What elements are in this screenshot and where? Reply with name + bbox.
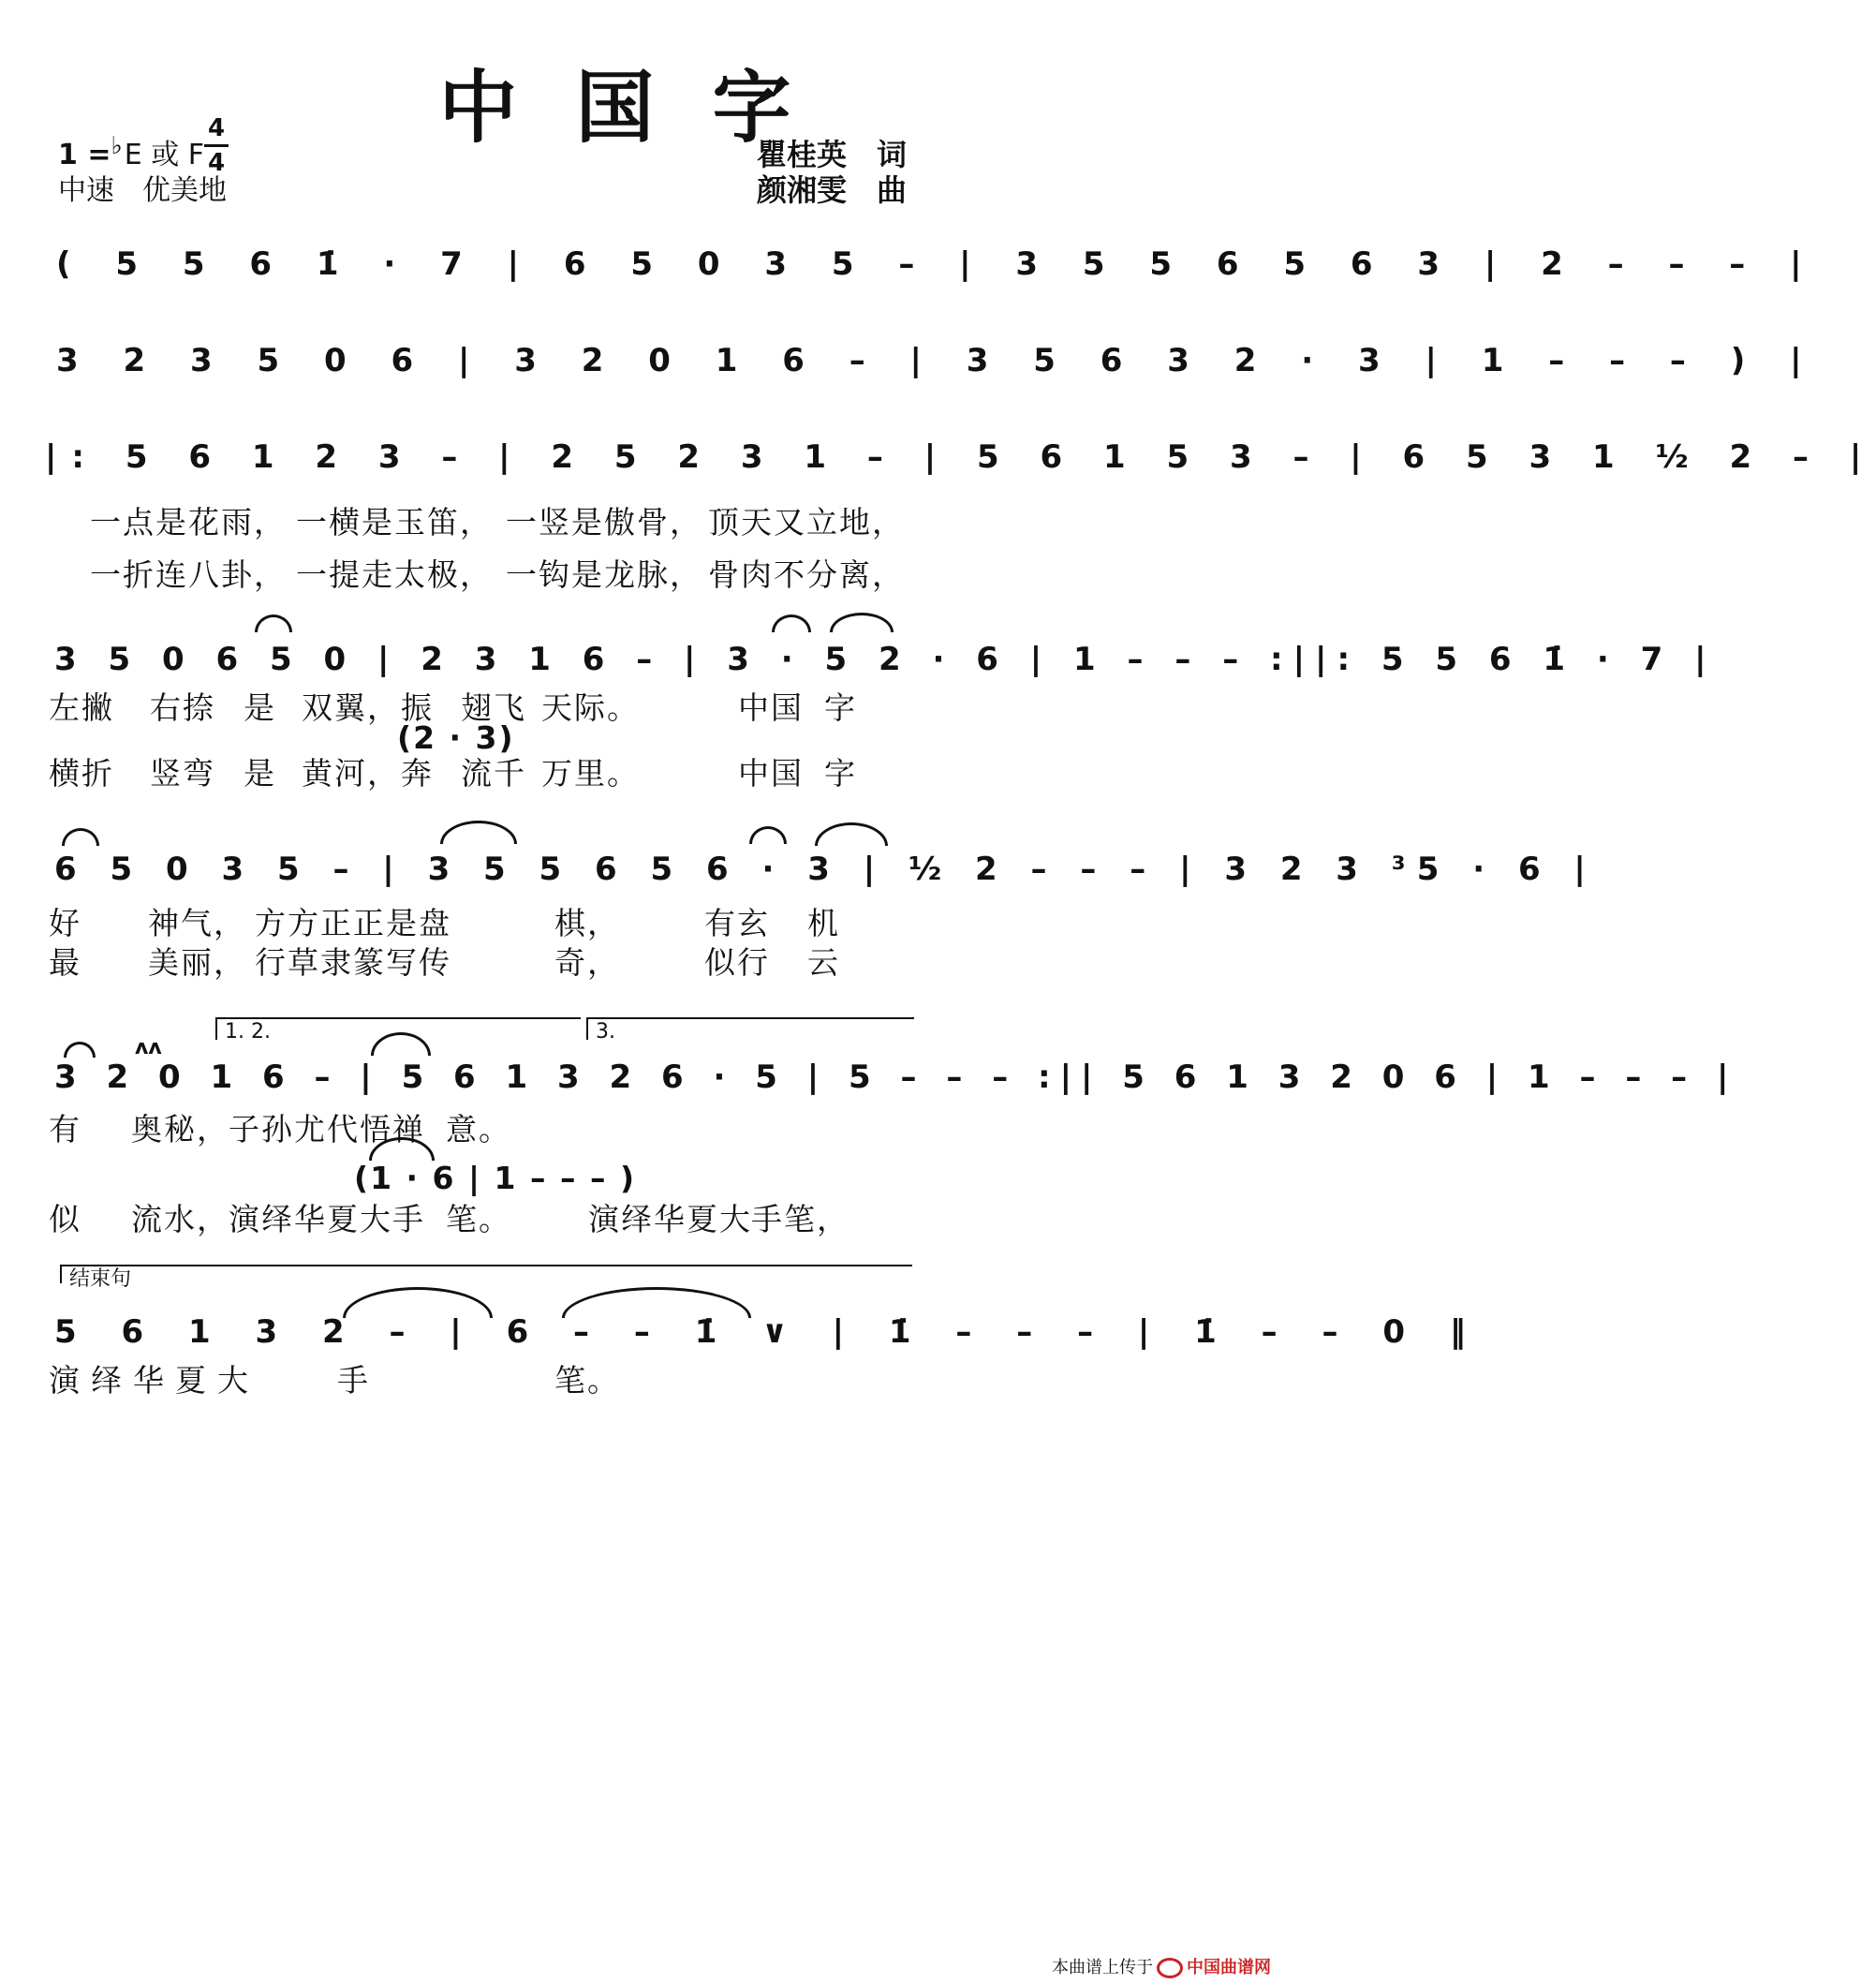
lyric: 演绎华夏大 (49, 1362, 259, 1399)
source-footer (1052, 1954, 1271, 1978)
lyric: 一竖是傲骨， (506, 504, 702, 540)
lyrics-row-3-verse-2 (0, 551, 1288, 607)
lyric: 右捺 (150, 689, 215, 726)
staff-row-1 (0, 245, 1819, 302)
lyric: 顶天又立地， (708, 504, 905, 540)
lyric: 有 (49, 1111, 81, 1147)
lyric: 云 (807, 944, 840, 981)
notation-line: 3 2 0 1 6 – | 5 6 1 3 2 6 · 5 | 5 – – – :|| 5 6 1 3 2 0 6 | 1 – – – | (54, 1059, 1738, 1096)
lyric: 手 (337, 1362, 370, 1399)
lyric: 手笔， (751, 1201, 849, 1237)
lyric: 好 (49, 905, 81, 941)
lyric: 子孙尤代悟禅 (229, 1111, 425, 1147)
lyrics-row-3-verse-1 (0, 498, 1288, 555)
lyric: 振 (401, 689, 434, 726)
lyric: 有玄 (704, 905, 770, 941)
lyric: 一提走太极， (296, 556, 493, 593)
slur (255, 614, 292, 632)
lyric: 中国 (738, 755, 804, 792)
lyricist-credit: 瞿桂英 词 (757, 137, 908, 172)
time-bottom: 4 (207, 149, 226, 177)
footer-text: 本曲谱上传于 (1052, 1958, 1153, 1977)
lyric: 行草隶篆写传 (255, 944, 451, 981)
staff-row-2 (0, 342, 1819, 398)
lyric: 笔。 (446, 1201, 511, 1237)
lyric: 横折 (49, 755, 114, 792)
lyrics-row-6-verse-2 (0, 1195, 1288, 1251)
slur (772, 614, 811, 632)
lyric: 似 (49, 1201, 81, 1237)
lyric: 机 (807, 905, 840, 941)
ending-bracket: 结束句 (60, 1265, 912, 1283)
notation-line: 6 5 0 3 5 – | 3 5 5 6 5 6 · 3 | ½ 2 – – – | 3 2 3 ³5 · 6 | (54, 851, 1597, 888)
tempo-marking: 中速 优美地 (58, 174, 227, 207)
staff-row-5 (0, 851, 1597, 907)
lyric: 竖弯 (150, 755, 215, 792)
lyrics-row-7 (0, 1356, 1288, 1413)
slur (64, 1042, 96, 1058)
lyric: 意。 (446, 1111, 511, 1147)
lyric: 一点是花雨， (90, 504, 287, 540)
flat-sign: ♭ (111, 132, 123, 160)
volta-3: 3. (586, 1017, 914, 1040)
slur (830, 613, 894, 632)
lyric: 笔。 (554, 1362, 620, 1399)
lyrics-row-4-verse-1 (0, 684, 1288, 740)
mordent-icon: ʌʌ (135, 1036, 162, 1059)
lyric: 神气， (148, 905, 246, 941)
lyric: 中国 (738, 689, 804, 726)
lyric: 双翼， (302, 689, 400, 726)
composer-credit: 颜湘雯 曲 (757, 172, 908, 208)
lyric: 演绎华夏大手 (229, 1201, 425, 1237)
lyric: 万里。 (541, 755, 640, 792)
key-prefix: 1 = (58, 139, 111, 171)
notation-line: ( 5 5 6 1̇ · 7 | 6 5 0 3 5 – | 3 5 5 6 5 6 3 | 2 – – – | (56, 245, 1819, 283)
lyric: 奔 (401, 755, 434, 792)
slur (62, 828, 99, 846)
lyric: 骨肉不分离， (708, 556, 905, 593)
slur (749, 826, 787, 844)
lyric: 字 (824, 755, 857, 792)
score-title: 中国字 (438, 62, 849, 154)
lyric: 黄河， (302, 755, 400, 792)
lyric: 左撇 (49, 689, 114, 726)
alt-notes: (2 · 3) (397, 719, 515, 756)
lyric: 似行 (704, 944, 770, 981)
notation-line: 3 2 3 5 0 6 | 3 2 0 1 6 – | 3 5 6 3 2 · 3 | 1 – – – ) | (56, 342, 1819, 379)
lyric: 美丽， (148, 944, 246, 981)
lyric: 奥秘， (131, 1111, 229, 1147)
notation-line: 5 6 1 3 2 – | 6 – – 1̇ ∨ | 1̇ – – – | 1̇ – – 0 ‖ (54, 1313, 1483, 1351)
lyric: 字 (824, 689, 857, 726)
lyric: 一横是玉笛， (296, 504, 493, 540)
lyric: 演绎华夏大 (588, 1201, 752, 1237)
lyrics-row-6-verse-1 (0, 1105, 1288, 1162)
footer-brand: 中国曲谱网 (1187, 1958, 1271, 1977)
lyrics-row-5-verse-2 (0, 939, 1288, 995)
lyric: 是 (244, 755, 276, 792)
lyric: 流水， (131, 1201, 229, 1237)
lyric: 奇， (554, 944, 620, 981)
lyric: 翅飞 (461, 689, 526, 726)
slur (815, 822, 888, 846)
site-logo-icon (1157, 1958, 1183, 1978)
notation-line: |: 5 6 1 2 3 – | 2 5 2 3 1 – | 5 6 1 5 3 – | 6 5 3 1 ½ 2 – | (45, 438, 1876, 476)
alt-notes: (1 · 6 | 1 – – – ) (354, 1160, 637, 1196)
key-text: E 或 F (124, 139, 205, 171)
lyric: 一折连八卦， (90, 556, 287, 593)
lyric: 流千 (461, 755, 526, 792)
lyric: 方方正正是盘 (255, 905, 451, 941)
lyric: 是 (244, 689, 276, 726)
lyric: 棋， (554, 905, 620, 941)
lyric: 一钩是龙脉， (506, 556, 702, 593)
notation-line: 3 5 0 6 5 0 | 2 3 1 6 – | 3 · 5 2 · 6 | 1 – – – :||: 5 5 6 1̇ · 7 | (54, 641, 1717, 678)
lyrics-row-4-verse-2 (0, 749, 1288, 806)
volta-1-2: 1. 2. (215, 1017, 581, 1040)
lyric: 最 (49, 944, 81, 981)
slur (440, 821, 517, 844)
time-top: 4 (207, 114, 226, 142)
lyric: 天际。 (541, 689, 640, 726)
staff-row-3 (0, 438, 1876, 495)
